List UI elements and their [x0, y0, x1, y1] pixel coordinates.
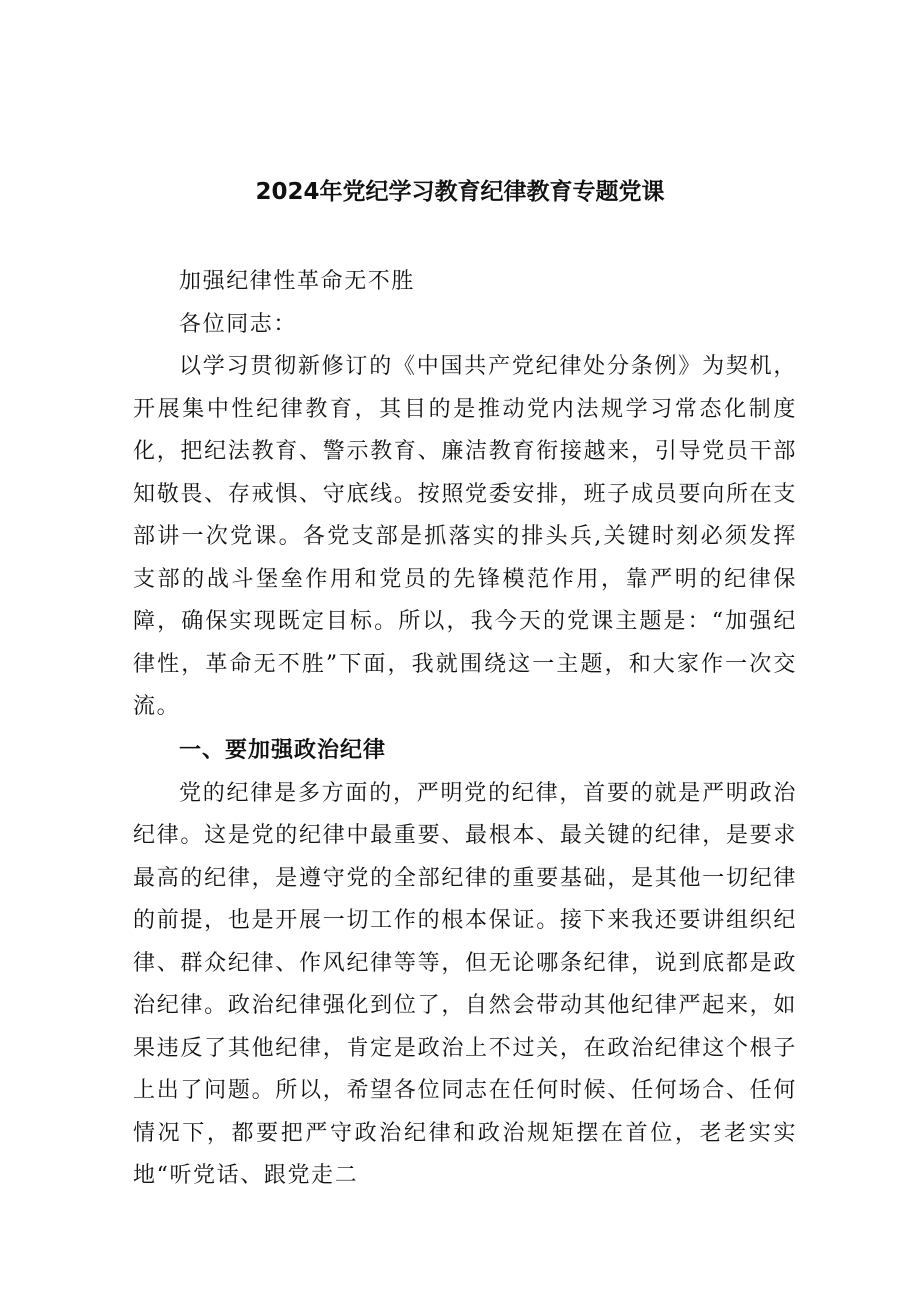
salutation: 各位同志：	[179, 311, 298, 337]
document-body	[133, 261, 797, 1198]
section-heading-political-discipline: 一、要加强政治纪律	[179, 737, 387, 763]
document-subtitle: 加强纪律性革命无不胜	[179, 269, 416, 294]
intro-paragraph: 以学习贯彻新修订的《中国共产党纪律处分条例》为契机，开展集中性纪律教育，其目的是推动党内法规学习常态化制度化，把纪法教育、警示教育、廉洁教育衔接越来，引导党员干部知敬畏、存戒惧、守底线。按照党委安排，班子成员要向所在支部讲一次党课。各党支部是抓落实的排头兵,关键时刻必须发挥支部的战斗堡垒作用和党员的先锋模范作用，靠严明的纪律保障，确保实现既定目标。所以，我今天的党课主题是：“加强纪律性，革命无不胜”下面，我就围绕这一主题，和大家作一次交流。	[133, 354, 797, 719]
section-paragraph-political-discipline: 党的纪律是多方面的，严明党的纪律，首要的就是严明政治纪律。这是党的纪律中最重要、最根本、最关键的纪律，是要求最高的纪律，是遵守党的全部纪律的重要基础，是其他一切纪律的前提，也是开展一切工作的根本保证。接下来我还要讲组织纪律、群众纪律、作风纪律等等，但无论哪条纪律，说到底都是政治纪律。政治纪律强化到位了，自然会带动其他纪律严起来，如果违反了其他纪律，肯定是政治上不过关，在政治纪律这个根子上出了问题。所以，希望各位同志在任何时候、任何场合、任何情况下，都要把严守政治纪律和政治规矩摆在首位，老老实实地“听党话、跟党走二	[133, 780, 797, 1188]
document-title: 2024年党纪学习教育纪律教育专题党课	[255, 179, 665, 205]
